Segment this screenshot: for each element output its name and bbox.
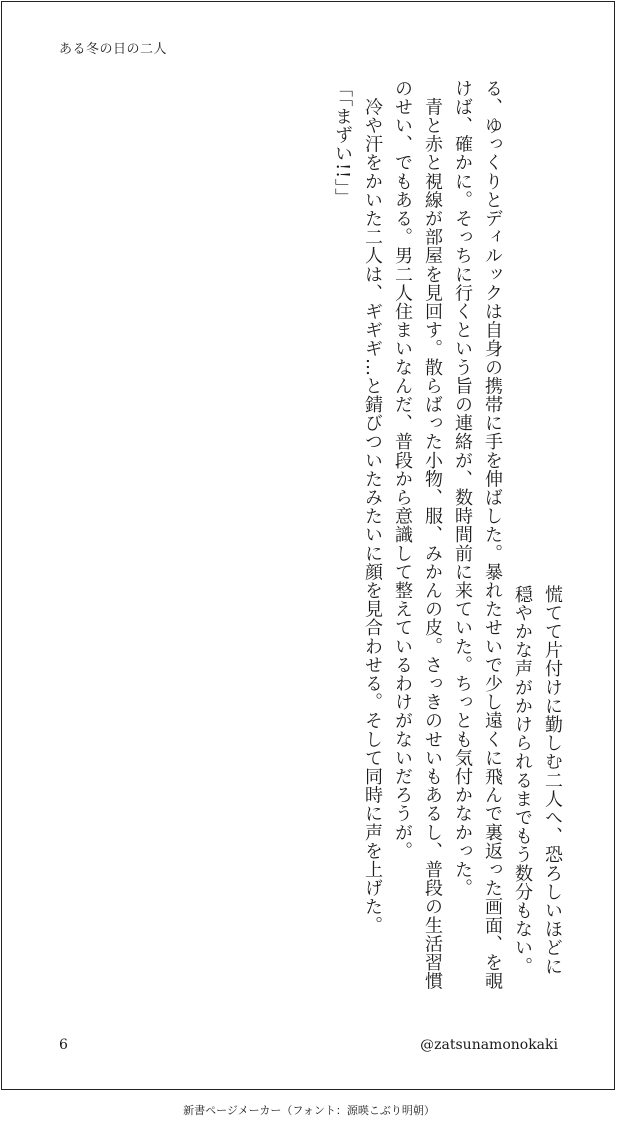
paragraph-1-line-1: 慌てて片付けに勤しむ二人へ、恐ろしいほどに [542,585,563,976]
page-number: 6 [59,1037,68,1053]
page-header-title: ある冬の日の二人 [59,42,168,57]
paragraph-1-line-2: 穏やかな声がかけられるまでもう数分もない。 [512,585,533,976]
paragraph-2: る、ゆっくりとディルックは自身の携帯に手を伸ばした。暴れたせいで少し遠くに飛んで裏返った画面、を覗けば、確かに。そっちに行くという旨の連絡が、数時間前に来ていた。ちっとも気付かなかった。 [452,79,503,991]
paragraph-5: 「「まずい!!」」 [332,79,353,207]
paragraph-3: 青と赤と視線が部屋を見回す。散らばった小物、服、みかんの皮。さっきのせいもあるし、普段の生活習慣のせい、でもある。男二人住まいなんだ、普段から意識して整えているわけがないだろうが。 [392,79,443,991]
generator-caption: 新書ページメーカー（フォント：源暎こぶり明朝） [183,1104,435,1117]
page-frame [1,1,615,1090]
paragraph-4: 冷や汗をかいた二人は、ギギギ…と錆びついたみたいに顔を見合わせる。そして同時に声を上げた。 [362,79,383,935]
author-handle: @zatsunamonokaki [420,1037,558,1053]
vertical-body-text [152,79,567,1004]
